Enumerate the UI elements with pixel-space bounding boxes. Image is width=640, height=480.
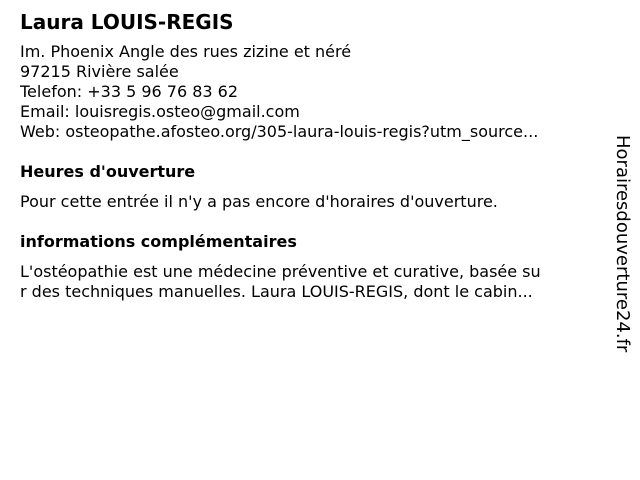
info-heading: informations complémentaires [20, 232, 297, 251]
site-watermark-text: Horairesdouverture24.fr [612, 135, 633, 353]
info-text-line-1: L'ostéopathie est une médecine préventive et curative, basée su [20, 262, 541, 281]
business-details [20, 10, 598, 302]
address-line-1: Im. Phoenix Angle des rues zizine et néré [20, 42, 352, 61]
business-name: Laura LOUIS-REGIS [20, 10, 234, 34]
email-line[interactable]: Email: louisregis.osteo@gmail.com [20, 102, 300, 121]
info-text-line-2: r des techniques manuelles. Laura LOUIS-REGIS, dont le cabin... [20, 282, 533, 301]
hours-heading: Heures d'ouverture [20, 162, 196, 181]
address-line-2: 97215 Rivière salée [20, 62, 179, 81]
website-line[interactable]: Web: osteopathe.afosteo.org/305-laura-louis-regis?utm_source... [20, 122, 539, 141]
phone-line[interactable]: Telefon: +33 5 96 76 83 62 [20, 82, 239, 101]
hours-text: Pour cette entrée il n'y a pas encore d'horaires d'ouverture. [20, 192, 498, 211]
info-text [20, 262, 598, 302]
